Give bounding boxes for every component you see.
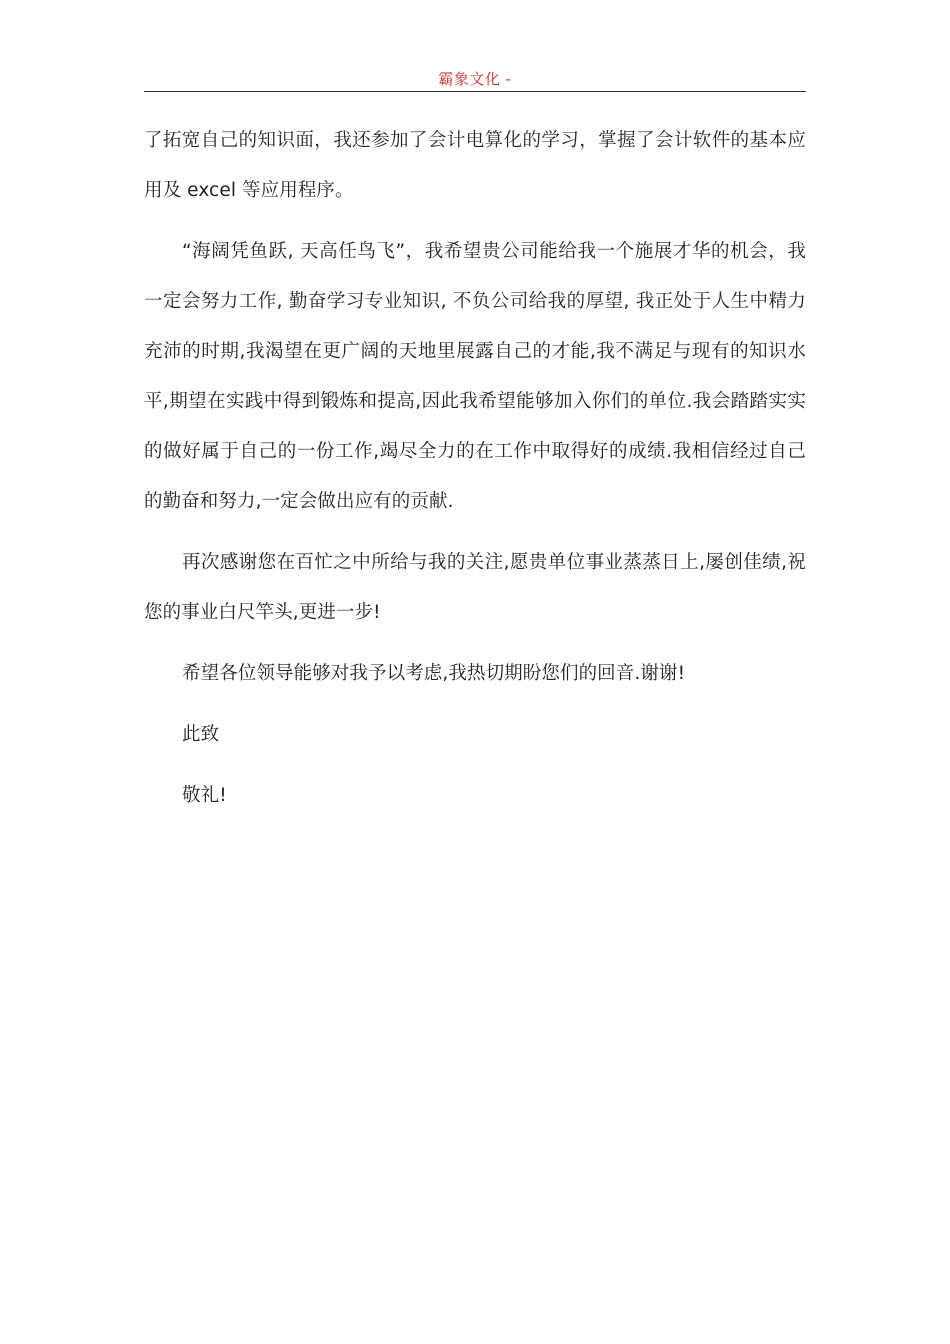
paragraph-request: 希望各位领导能够对我予以考虑,我热切期盼您们的回音.谢谢!: [182, 663, 686, 684]
paragraph-continuation: 了拓宽自己的知识面，我还参加了会计电算化的学习，掌握了会计软件的基本应用及 excel 等应用程序。: [144, 130, 806, 201]
letter-body: [144, 116, 806, 832]
paragraph-motivation: “海阔凭鱼跃, 天高任鸟飞”，我希望贵公司能给我一个施展才华的机会，我一定会努力工作, 勤奋学习专业知识, 不负公司给我的厚望, 我正处于人生中精力充沛的时期,我渴望在更广阔的天地里展露自己的才能,我不满足与现有的知识水平,期望在实践中得到锻炼和提高,因此我希望能够加入你们的单位.我会踏踏实实的做好属于自己的一份工作,竭尽全力的在工作中取得好的成绩.我相信经过自己的勤奋和努力,一定会做出应有的贡献.: [144, 241, 806, 512]
closing-salutation: 此致: [182, 724, 220, 745]
page-header: [144, 68, 806, 92]
header-title: 霸象文化 -: [438, 70, 512, 88]
closing-regards: 敬礼!: [182, 785, 227, 806]
paragraph-thanks: 再次感谢您在百忙之中所给与我的关注,愿贵单位事业蒸蒸日上,屡创佳绩,祝您的事业白尺竿头,更进一步!: [144, 552, 806, 623]
